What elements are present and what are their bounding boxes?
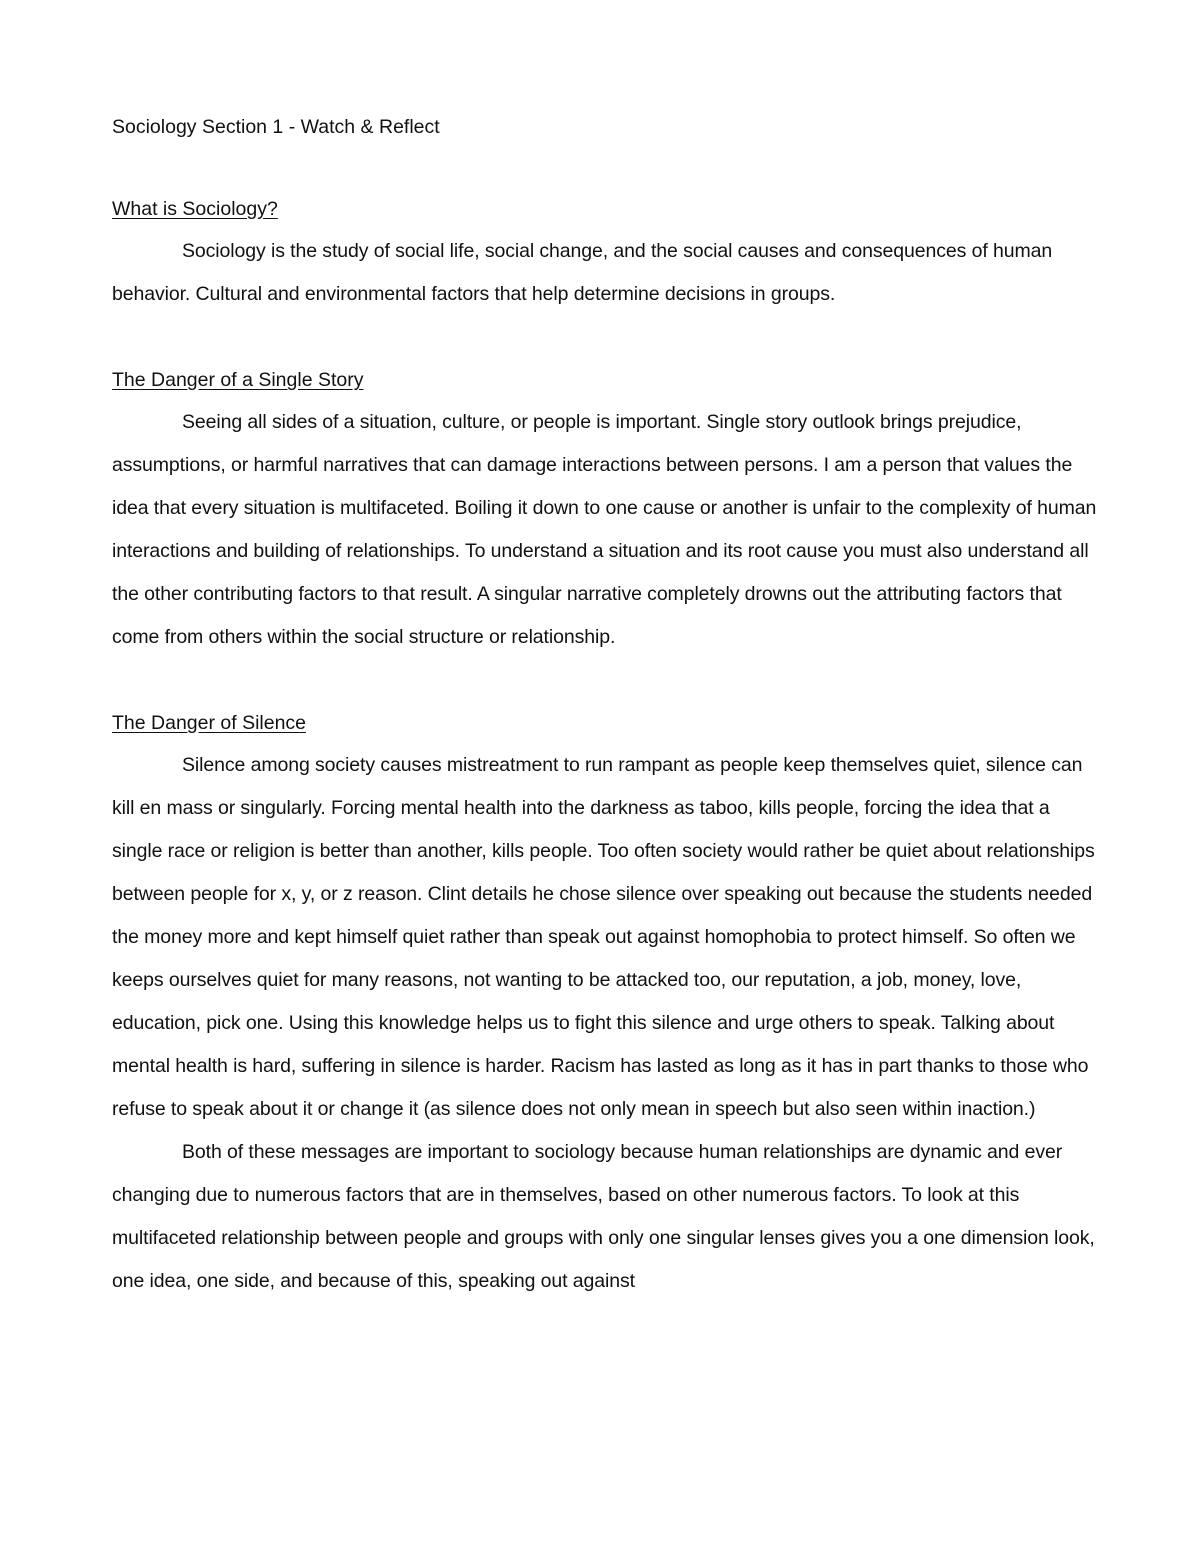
paragraph-both-messages: Both of these messages are important to sociology because human relationships are dynamic and ever changing due to numerous factors that are in themselves, based on other numerous factors. To look at this multifaceted relationship between people and groups with only one singular lenses gives you a one dimension look, one idea, one side, and because of this, speaking out against <box>112 1141 1095 1292</box>
paragraph-danger-of-silence: Silence among society causes mistreatment to run rampant as people keep themselves quiet, silence can kill en mass or singularly. Forcing mental health into the darkness as taboo, kills people, forcing the idea that a single race or religion is better than another, kills people. Too often society would rather be quiet about relationships between people for x, y, or z reason. Clint details he chose silence over speaking out because the students needed the money more and kept himself quiet rather than speak out against homophobia to protect himself. So often we keeps ourselves quiet for many reasons, not wanting to be attacked too, our reputation, a job, money, love, education, pick one. Using this knowledge helps us to fight this silence and urge others to speak. Talking about mental health is hard, suffering in silence is harder. Racism has lasted as long as it has in part thanks to those who refuse to speak about it or change it (as silence does not only mean in speech but also seen within inaction.) <box>112 754 1095 1120</box>
section-heading-danger-of-silence: The Danger of Silence <box>112 712 307 734</box>
spacer <box>112 146 1100 188</box>
paragraph-what-is-sociology: Sociology is the study of social life, social change, and the social causes and consequences of human behavior. Cultural and environmental factors that help determine decisions in groups. <box>112 240 1053 305</box>
section-heading-what-is-sociology: What is Sociology? <box>112 198 278 220</box>
spacer <box>112 659 1100 702</box>
section-heading-single-story: The Danger of a Single Story <box>112 369 364 391</box>
document-title: Sociology Section 1 - Watch & Reflect <box>112 116 440 138</box>
paragraph-single-story: Seeing all sides of a situation, culture, or people is important. Single story outlook brings prejudice, assumptions, or harmful narratives that can damage interactions between persons. I am a person that values the idea that every situation is multifaceted. Boiling it down to one cause or another is unfair to the complexity of human interactions and building of relationships. To understand a situation and its root cause you must also understand all the other contributing factors to that result. A singular narrative completely drowns out the attributing factors that come from others within the social structure or relationship. <box>112 411 1097 648</box>
spacer <box>112 316 1100 359</box>
